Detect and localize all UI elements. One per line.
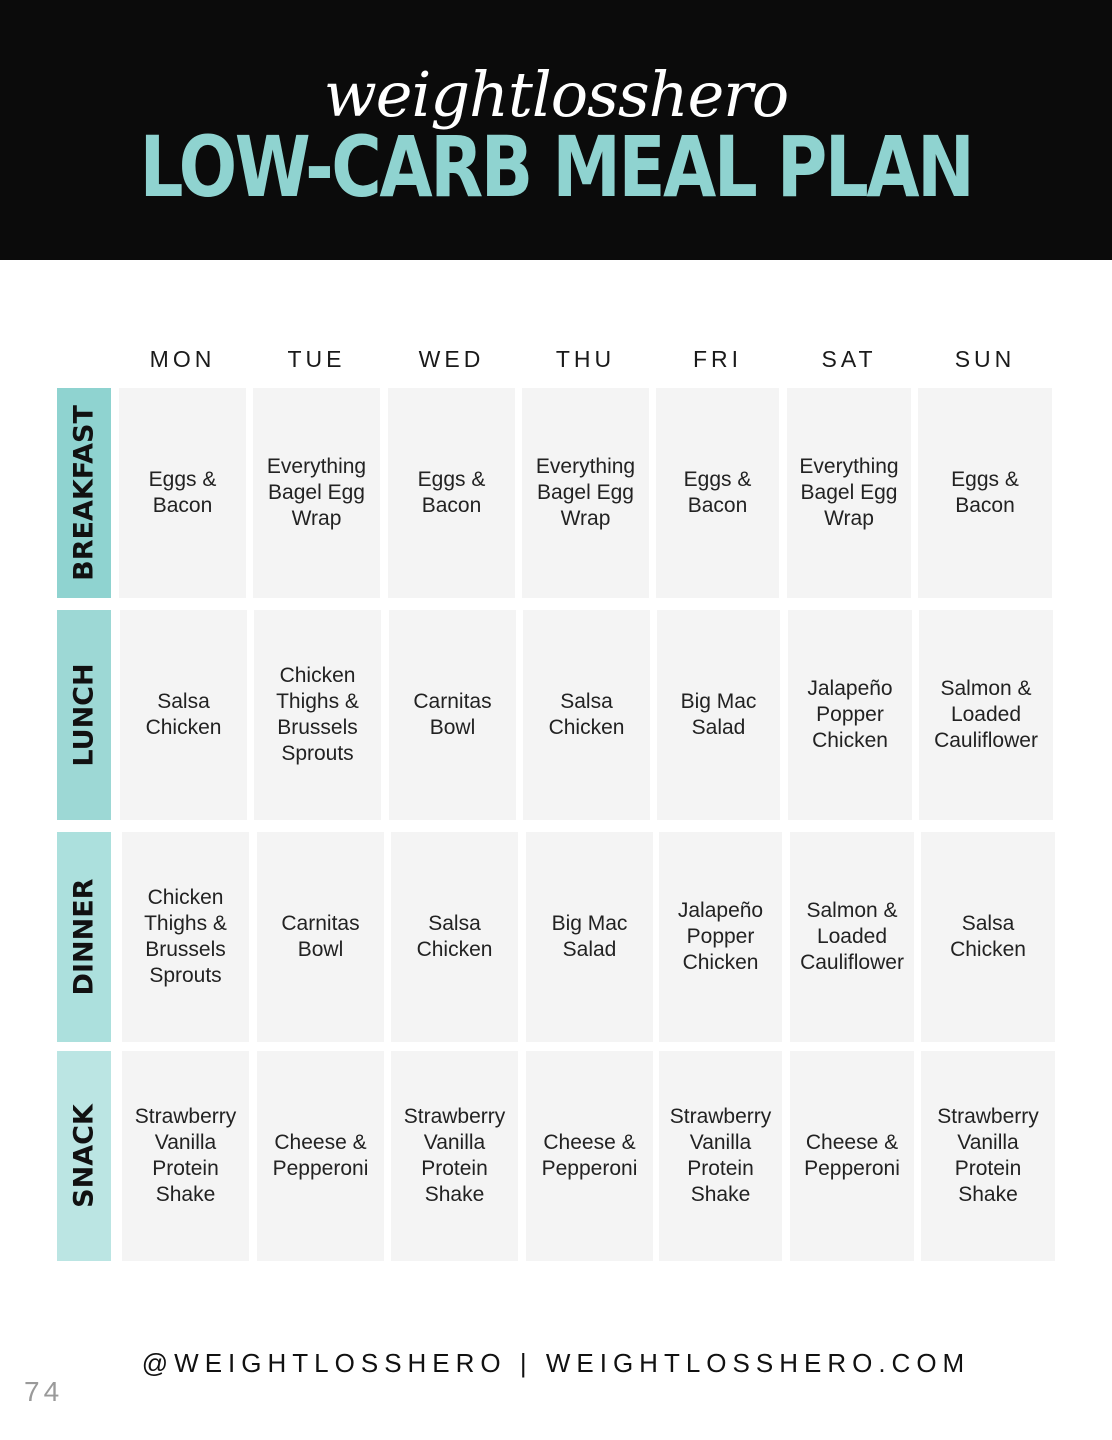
row-label-breakfast [57,388,111,598]
meal-cell [254,610,381,820]
meal-text: Chicken Thighs & Brussels Sprouts [276,664,359,765]
brand-script-logo: weightlosshero [323,58,789,131]
meal-text: Eggs & Bacon [148,468,217,517]
meal-text: Everything Bagel Egg Wrap [266,455,367,530]
meal-text: Salsa Chicken [416,912,493,961]
meal-text: Big Mac Salad [680,690,757,739]
meal-cell [253,388,380,598]
meal-cell [921,832,1055,1042]
row-label-text: SNACK [68,1104,100,1208]
meal-cell [389,610,516,820]
meal-text: Salsa Chicken [145,690,222,739]
header-banner [0,0,1112,260]
meal-text: Carnitas Bowl [281,912,360,961]
row-label-snack [57,1051,111,1261]
meal-cell [257,832,384,1042]
meal-text: Strawberry Vanilla Protein Shake [134,1105,237,1206]
meal-cell [659,1051,782,1261]
meal-cell [122,832,249,1042]
meal-text: Everything Bagel Egg Wrap [535,455,636,530]
meal-cell [526,1051,653,1261]
meal-text: Chicken Thighs & Brussels Sprouts [144,886,227,987]
day-header-sun: SUN [954,346,1016,372]
meal-cell [526,832,653,1042]
meal-text: Everything Bagel Egg Wrap [799,455,899,530]
row-label-text: DINNER [68,878,100,996]
row-label-text: LUNCH [68,663,100,767]
meal-cell [257,1051,384,1261]
meal-cell [388,388,515,598]
meal-text: Salmon & Loaded Cauliflower [934,677,1038,752]
meal-text: Salmon & Loaded Cauliflower [800,899,904,974]
row-label-dinner [57,832,111,1042]
meal-cell [523,610,650,820]
meal-cell [522,388,649,598]
meal-cell [657,610,780,820]
meal-cell [656,388,779,598]
meal-text: Big Mac Salad [551,912,628,961]
meal-text: Cheese & Pepperoni [541,1131,638,1180]
footer-social-handle: @WEIGHTLOSSHERO | WEIGHTLOSSHERO.COM [141,1348,971,1378]
meal-text: Strawberry Vanilla Protein Shake [937,1105,1039,1206]
meal-cell [790,832,914,1042]
page-title: LOW-CARB MEAL PLAN [139,118,973,216]
meal-cell [391,1051,518,1261]
meal-text: Eggs & Bacon [951,468,1019,517]
meal-text: Jalapeño Popper Chicken [677,899,764,974]
day-header-fri: FRI [692,346,743,372]
meal-cell [788,610,912,820]
meal-text: Strawberry Vanilla Protein Shake [669,1105,772,1206]
row-label-lunch [57,610,111,820]
meal-cell [918,388,1052,598]
meal-cell [921,1051,1055,1261]
meal-cell [119,388,246,598]
meal-cell [919,610,1053,820]
meal-cell [787,388,911,598]
meal-text: Carnitas Bowl [413,690,492,739]
page-number: 74 [24,1376,64,1407]
meal-text: Eggs & Bacon [417,468,486,517]
meal-cell [122,1051,249,1261]
meal-text: Strawberry Vanilla Protein Shake [403,1105,506,1206]
meal-text: Salsa Chicken [548,690,625,739]
meal-text: Cheese & Pepperoni [272,1131,369,1180]
meal-cell [120,610,247,820]
meal-cell [790,1051,914,1261]
meal-cell [391,832,518,1042]
row-label-text: BREAKFAST [68,405,100,581]
day-header-thu: THU [555,346,616,372]
meal-text: Eggs & Bacon [683,468,752,517]
meal-text: Cheese & Pepperoni [804,1131,900,1180]
day-header-tue: TUE [287,346,346,372]
meal-text: Jalapeño Popper Chicken [807,677,893,752]
day-header-mon: MON [149,346,216,372]
day-header-sat: SAT [821,346,877,372]
day-header-wed: WED [418,346,485,372]
meal-text: Salsa Chicken [950,912,1026,961]
meal-cell [659,832,782,1042]
